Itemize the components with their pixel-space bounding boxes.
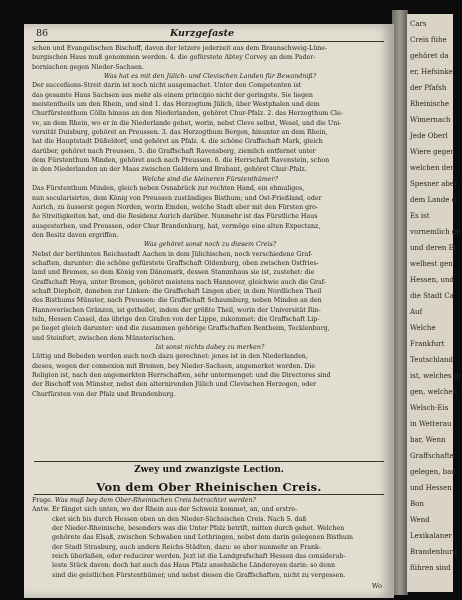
text-line: meistentheils um den Rhein, und sind 1. das Herzogtum Jülich, über Westphalen und dem bbox=[32, 101, 320, 109]
section-heading: Von dem Ober Rheinischen Creis. bbox=[96, 480, 322, 494]
facing-page-fragment: Frankfurt bbox=[410, 340, 445, 348]
facing-page-fragment: Cars bbox=[410, 20, 427, 28]
paragraph-counties bbox=[32, 250, 382, 343]
text-line: versität Duisburg, gehöret an Preussen. 3. das Herzogthum Bergen, hinunter an dem Rhein, bbox=[32, 129, 328, 137]
facing-page-fragment: Es ist bbox=[410, 212, 430, 220]
text-line: darüber, gehöret nach Preussen. 5. die Graffschaft Ravensberg, ziemlich entfernet unter bbox=[32, 147, 316, 155]
text-line: cket sich bis durch Hessen oben an den Nieder-Sächsischen Creis. Nach S. daß bbox=[52, 515, 307, 523]
paragraph-liege-religion bbox=[32, 352, 382, 399]
text-line: gehörete das Elsaß, zwischen Schwaben und Lothringen, nebst dem darin gelegenen Bisthum bbox=[52, 534, 353, 542]
catchword: Wo bbox=[371, 582, 382, 590]
text-line: den Besitz davon ergriffen. bbox=[32, 231, 119, 239]
text-line: reich überlaßen, oder reducirer werden. Jezt ist die Landgrafschaft Hessen das considerab- bbox=[52, 553, 346, 561]
facing-page-fragment: Wend bbox=[410, 516, 430, 524]
text-line: Hannoverischen Gränzen, ist getheilet, indem der größte Theil, worin der Universität Rin- bbox=[32, 306, 321, 314]
text-line: teln, Hessen Cassel, das übrige den Grafen von der Lippe, zukommet: die Graffschaft Lip- bbox=[32, 315, 320, 323]
section-rule-top bbox=[34, 461, 384, 462]
facing-page-fragment: in Wetterau bbox=[410, 420, 452, 428]
text-line: land und Bremen, so dem König von Dänemark, dessen Stammhaus sie ist, zustehet: die bbox=[32, 269, 315, 277]
text-line: Er fänget sich unten, wo der Rhein aus der Schweiz kommet, an, und erstre- bbox=[52, 506, 298, 514]
facing-page bbox=[407, 14, 462, 592]
facing-page-fragment: welchen den bbox=[410, 164, 455, 172]
lecture-text bbox=[32, 496, 382, 580]
text-line: ße Streitigkeiten hat, und die Residenz Aurich darüber. Nunmehr ist das Fürstliche Haus bbox=[32, 213, 318, 221]
paragraph-juelich-cleve bbox=[32, 81, 382, 174]
facing-page-fragment: Teutschland bbox=[410, 356, 454, 364]
facing-page-fragment: Hessen, und bbox=[410, 276, 455, 284]
text-line: der Nieder-Rheinische, besonders was die Unter Pfalz betrift, mitten durch gehet. Welchen bbox=[52, 525, 345, 533]
paragraph-small-principalities bbox=[32, 184, 382, 240]
facing-page-fragment: Wiere gegen bbox=[410, 148, 455, 156]
text-line: hat die Hauptstadt Düßeldorf, und gehöret an Pfalz. 4. die schöne Graffschaft Mark, gleich bbox=[32, 138, 323, 146]
header-rule bbox=[34, 41, 384, 42]
text-line: Nebst der berühmten Reichsstadt Aachen in dem Jülichischen, noch verschiedene Graf- bbox=[32, 250, 313, 258]
text-line: Der succeßions-Streit darin ist noch nicht ausgemachet. Unter den Competenten ist bbox=[32, 82, 302, 90]
text-line: nun secularisirtes, dem König von Preussen zuständiges Bisthum; und Ost-Frießland, oder bbox=[32, 194, 322, 202]
text-line: dem Fürstenthum Minden, gehöret auch nach Preussen. 6. die Herrschaft Ravenstein, schon bbox=[32, 157, 330, 165]
book-page bbox=[24, 24, 394, 598]
lecture-heading: Zwey und zwanzigste Lection. bbox=[134, 465, 284, 475]
facing-page-fragment: Creis fühe bbox=[410, 36, 447, 44]
text-line: schaften, darunter: die schöne gefürstete Graffschaft Oldenburg, oben zwischen Ostfries- bbox=[32, 259, 319, 267]
question-small-principalities: Welche sind die kleineren Fürstenthümer? bbox=[142, 175, 278, 183]
text-line: des Bisthums Münster, nach Preussen: die Graffschaft Schaumburg, neben Minden an den bbox=[32, 297, 322, 305]
question-further-belongings: Was gehöret sonst noch zu diesem Creis? bbox=[143, 241, 277, 249]
facing-page-fragment: dem Lande d bbox=[410, 196, 457, 204]
text-line: der Stadt Strasburg, auch andern Reichs-Städten, dazu: so aber nunmehr an Frank- bbox=[52, 543, 321, 551]
facing-page-fragment: gen, welchen bbox=[410, 388, 458, 396]
text-line: pe lieget gleich darunter: und die zusammen gehörige Graffschaften Bentheim, Tecklenburg, bbox=[32, 325, 330, 333]
text-line: Lüttig und Bebeden werden auch noch dazu gerechnet: jenes ist in den Niederlanden, bbox=[32, 353, 308, 361]
text-line: Churfürstenthum Cölln hinaus an den Niederlanden, gehöret Chur-Pfalz. 2. das Herzogthum Cle- bbox=[32, 110, 343, 118]
text-line: der Bischoff von Münster, nebst den alternirenden Jülich und Clevischen Herzogen, oder bbox=[32, 381, 317, 389]
running-head: Kurzgefaste bbox=[170, 28, 235, 39]
book-spine bbox=[392, 10, 408, 595]
facing-page-fragment: und Hessen bbox=[410, 484, 452, 492]
facing-page-fragment: welhest gen bbox=[410, 260, 453, 268]
section-rule-bottom bbox=[34, 494, 384, 495]
text-line: dieses, wegen der connexion mit Bremen, bey Nieder-Sachsen, angemerket worden. Die bbox=[32, 362, 316, 370]
facing-page-fragment: Bon bbox=[410, 500, 424, 508]
facing-page-fragment: er, Hefsinke bbox=[410, 68, 453, 76]
question-juelich-cleve: Was hat es mit den Jülich- und Clevischen Landen für Bewandniß? bbox=[103, 73, 317, 81]
text-line: ausgestorben, und Preussen, oder Chur Brandenburg, hat, vermöge eine alten Expectanz, bbox=[32, 222, 321, 230]
text-line: ve, an dem Rhein, wo er in die Niederlande gehet, worin, nebst Cleve selbst, Wesel, und die Uni- bbox=[32, 119, 342, 127]
frage-label: Frage. bbox=[32, 497, 53, 504]
facing-page-fragment: Welche bbox=[410, 324, 436, 332]
paragraph-continuation bbox=[32, 44, 382, 72]
text-line: leste Stück davon: doch hat auch das Haus Pfalz ansehnliche Ländereyen darin: so denn bbox=[52, 562, 336, 570]
page-number: 86 bbox=[36, 28, 49, 39]
text-line: Aurich, zu äusserst gegen Norden, worin Emden, welche Stadt aber mit den Fürsten gro- bbox=[32, 203, 319, 211]
antwort-label: Antw. bbox=[32, 506, 50, 514]
text-line: und Steinfort, zwischen dem Münsterischen. bbox=[32, 334, 176, 342]
text-line: Religion ist, nach den angemerkten Herrschaften, sehr untermenget: und die Directores sind bbox=[32, 372, 331, 380]
text-line: bornischen gegen Nieder-Sachsen. bbox=[32, 63, 144, 71]
facing-page-fragment: vornemlich ge bbox=[410, 228, 461, 236]
facing-page-fragment: die Stadt Ca bbox=[410, 292, 454, 300]
facing-page-fragment: gelegen, bad bbox=[410, 468, 456, 476]
text-line: burgischen Haus muß genommen werden. 4. die gefürstete Abtey Corvey an dem Pader- bbox=[32, 54, 316, 62]
facing-page-fragment: Auf bbox=[410, 308, 423, 316]
facing-page-fragment: Lexikalaner bbox=[410, 532, 452, 540]
facing-page-fragment: Welsch-Eis bbox=[410, 404, 449, 412]
facing-page-fragment: Graffschafte bbox=[410, 452, 454, 460]
text-line: schaft Diepholt, daneben zur Linken: die Graffschaft Lingen aber, in dem Nordlichen Theil bbox=[32, 287, 322, 295]
facing-page-fragment: gehöret da bbox=[410, 52, 449, 60]
facing-page-fragment: der Pfafsh bbox=[410, 84, 447, 92]
facing-page-fragment: ist, welches gr bbox=[410, 372, 462, 380]
facing-page-fragment: Jede Oberl bbox=[410, 132, 448, 140]
text-line: Churfürsten von der Pfalz und Brandenburg. bbox=[32, 390, 176, 398]
facing-page-fragment: Brandenburg bbox=[410, 548, 458, 556]
text-line: in den Niederlanden an der Maas zwischen Geldern und Brabant, gehöret Chur-Pfalz. bbox=[32, 166, 307, 174]
text-line: sind die geistlichen Fürstenthümer, und nebst diesen die Graffschaften, nicht zu vergessen. bbox=[52, 571, 346, 579]
question-anything-else: Ist sonst nichts dabey zu merken? bbox=[155, 344, 265, 351]
facing-page-fragment: Spesner aber bbox=[410, 180, 458, 188]
text-line: Graffschaft Hoya, unter Bremen, gehöret meistens nach Hannover, gleichwie auch die Graf- bbox=[32, 278, 326, 286]
text-line: das gesamte Haus Sachsen aus mehr als einem principio nicht der geringste. Sie liegen bbox=[32, 91, 313, 99]
text-line: schen und Evangelischen Bischoff, davon der letzere jederzeit aus dem Braunschweig-Lüne- bbox=[32, 45, 328, 52]
main-text bbox=[32, 44, 382, 399]
facing-page-fragment: und deren Ei bbox=[410, 244, 456, 252]
facing-page-fragment: führen sind bbox=[410, 564, 451, 572]
facing-page-fragment: Wimernach bbox=[410, 116, 451, 124]
answer-paragraph bbox=[52, 505, 382, 580]
frage-text: Was muß bey dem Ober-Rheinischen Creis betrachtet werden? bbox=[54, 497, 256, 504]
facing-page-fragment: Rheinische bbox=[410, 100, 450, 108]
text-line: Das Fürstenthum Minden, gleich neben Osnabrück zur rechten Hand, ein ehmaliges, bbox=[32, 185, 305, 193]
facing-page-fragment: bar, Wenn bbox=[410, 436, 446, 444]
